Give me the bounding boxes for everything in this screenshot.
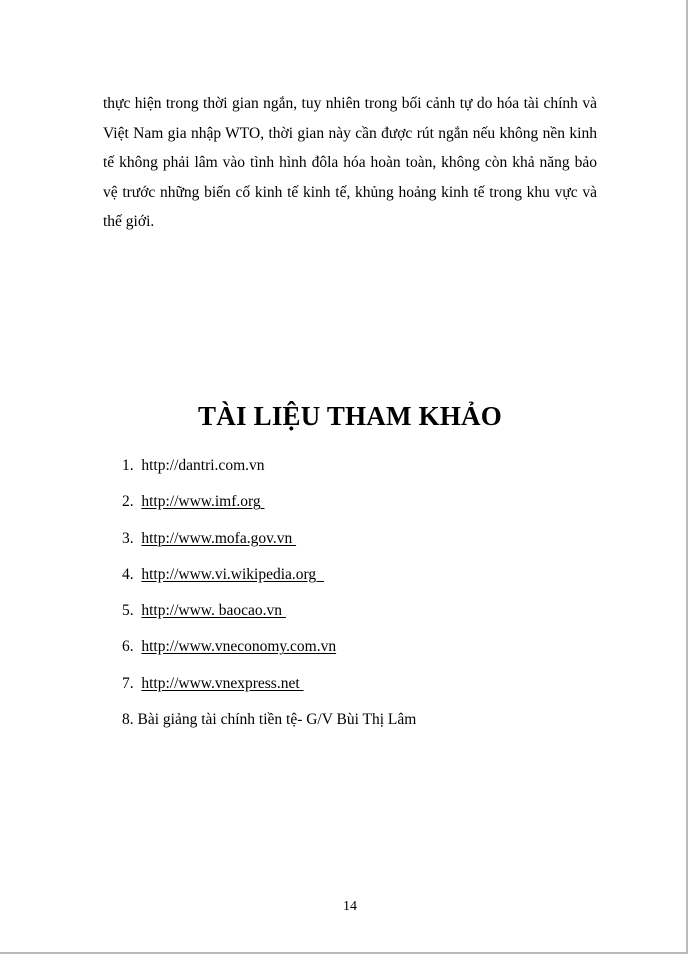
reference-item-5 — [122, 601, 416, 637]
reference-item-7 — [122, 674, 416, 710]
reference-item-1 — [122, 456, 416, 492]
reference-number: 7. — [122, 674, 134, 692]
reference-number: 5. — [122, 602, 134, 620]
reference-number: 1. — [122, 457, 134, 474]
reference-item-3 — [122, 529, 416, 565]
reference-link-mofa[interactable]: http://www.mofa.gov.vn — [141, 529, 297, 547]
reference-link-imf[interactable]: http://www.imf.org — [141, 493, 265, 511]
reference-link-baocao[interactable]: http://www. baocao.vn — [141, 602, 286, 620]
page-number: 14 — [343, 899, 357, 914]
reference-number: 2. — [122, 493, 134, 511]
reference-item-6 — [122, 637, 416, 673]
reference-link-wikipedia[interactable]: http://www.vi.wikipedia.org — [141, 565, 324, 583]
reference-number: 4. — [122, 565, 134, 583]
reference-link-vnexpress[interactable]: http://www.vnexpress.net — [141, 674, 304, 692]
reference-text: http://dantri.com.vn — [141, 457, 265, 474]
reference-link-vneconomy[interactable]: http://www.vneconomy.com.vn — [141, 638, 337, 656]
reference-item-8 — [122, 710, 416, 746]
reference-item-2 — [122, 492, 416, 528]
reference-number: 6. — [122, 638, 134, 656]
body-paragraph: thực hiện trong thời gian ngắn, tuy nhiên trong bối cảnh tự do hóa tài chính và Việt Nam gia nhập WTO, thời gian này cần được rút ngắn nếu không nền kinh tế không phải lâm vào tình hình đôla hóa hoàn toàn, không còn khả năng bảo vệ trước những biến cố kinh tế kinh tế, khủng hoảng kinh tế trong khu vực và thế giới. — [103, 95, 597, 231]
references-heading: TÀI LIỆU THAM KHẢO — [198, 401, 502, 431]
references-list — [122, 456, 416, 746]
reference-item-4 — [122, 565, 416, 601]
reference-number: 8. — [122, 711, 134, 729]
reference-number: 3. — [122, 529, 134, 547]
reference-text: Bài giảng tài chính tiền tệ- G/V Bùi Thị Lâm — [137, 711, 417, 729]
